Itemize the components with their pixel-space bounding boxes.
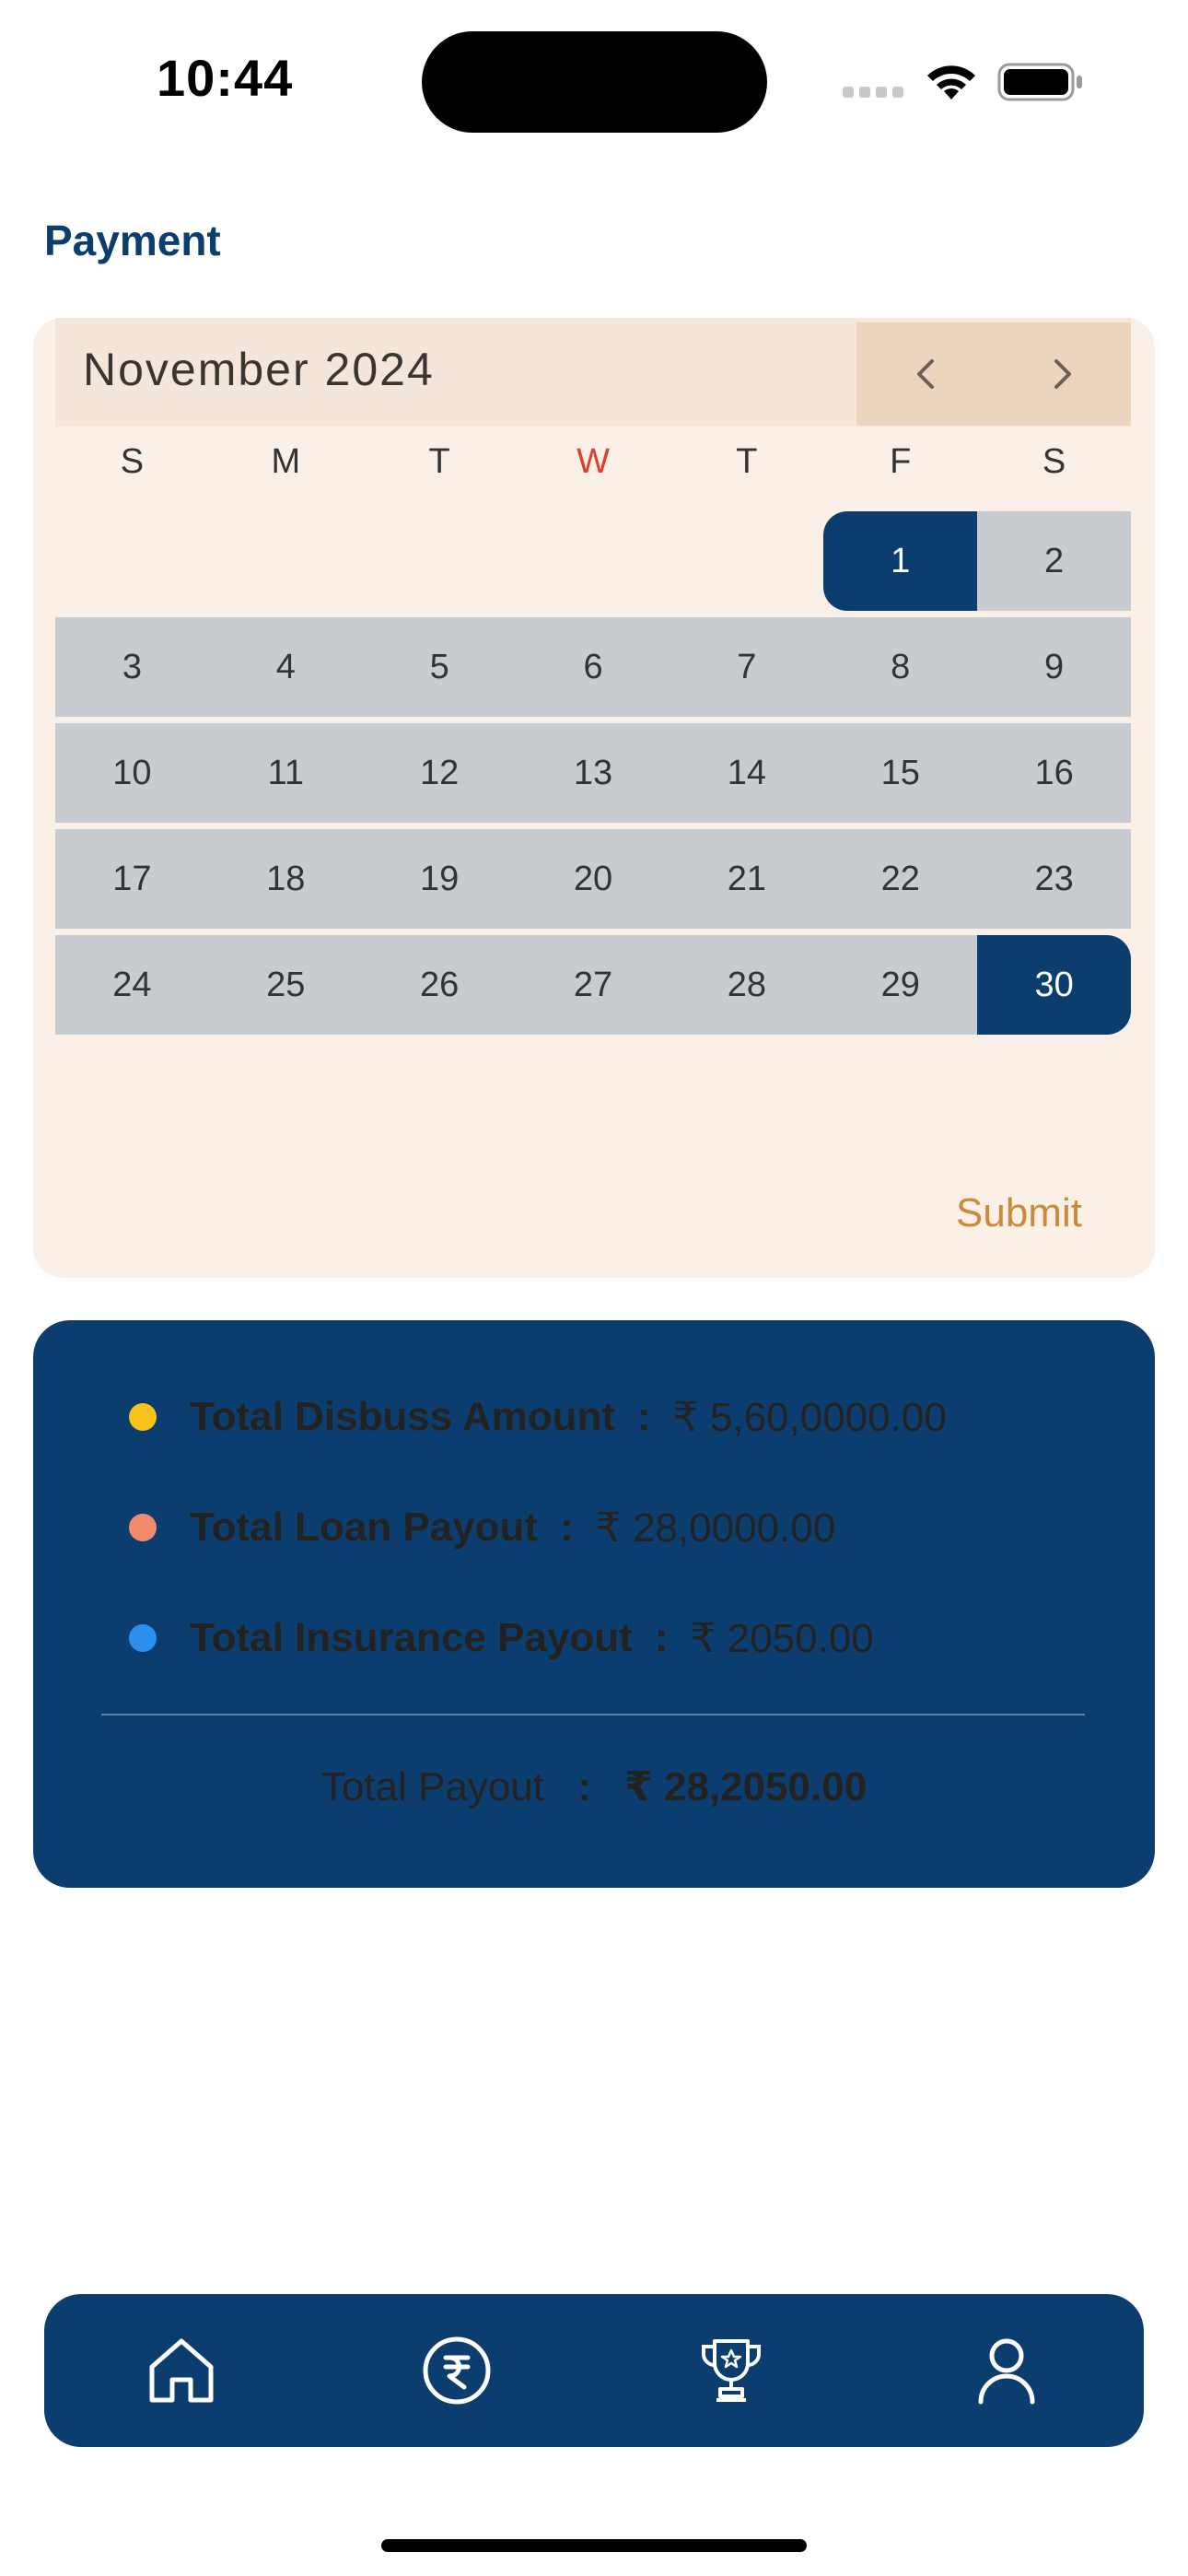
- home-icon: [143, 2332, 220, 2409]
- calendar-day[interactable]: 7: [670, 617, 823, 717]
- calendar-day[interactable]: 28: [670, 935, 823, 1035]
- total-payout-label: Total Payout: [320, 1764, 544, 1809]
- prev-month-button[interactable]: [856, 322, 994, 426]
- dynamic-island: [422, 31, 767, 133]
- weekday-label: F: [890, 442, 912, 481]
- home-indicator: [381, 2539, 807, 2552]
- cellular-signal-icon: [843, 87, 907, 98]
- calendar-day[interactable]: 13: [517, 723, 670, 823]
- weekday-header: [55, 442, 1131, 498]
- weekday-label: W: [577, 442, 610, 481]
- calendar-day[interactable]: 24: [55, 935, 209, 1035]
- summary-item-separator: :: [560, 1505, 574, 1550]
- wifi-icon: [924, 59, 979, 101]
- weekday-label: S: [1042, 442, 1066, 481]
- calendar-day[interactable]: 12: [363, 723, 517, 823]
- weekday-label: T: [428, 442, 450, 481]
- calendar-empty-cell: [670, 511, 823, 611]
- submit-button[interactable]: Submit: [956, 1190, 1082, 1235]
- next-month-button[interactable]: [994, 322, 1131, 426]
- weekday-label: S: [120, 442, 145, 481]
- nav-item-profile[interactable]: [951, 2315, 1062, 2426]
- calendar-week-row: [55, 829, 1131, 929]
- calendar-empty-cell: [517, 511, 670, 611]
- calendar-week-row: [55, 617, 1131, 717]
- nav-item-home[interactable]: [126, 2315, 237, 2426]
- summary-item-separator: :: [654, 1615, 669, 1660]
- calendar-week-row: [55, 723, 1131, 823]
- calendar-day[interactable]: 27: [517, 935, 670, 1035]
- legend-dot-icon: [129, 1624, 157, 1652]
- battery-icon: [997, 63, 1084, 101]
- total-payout-value: ₹ 28,2050.00: [624, 1764, 868, 1809]
- trophy-icon: [693, 2332, 770, 2409]
- calendar-empty-cell: [363, 511, 517, 611]
- summary-item-label: Total Loan Payout: [190, 1505, 539, 1550]
- summary-item-value: ₹ 5,60,0000.00: [672, 1394, 947, 1440]
- bottom-navigation: [44, 2294, 1144, 2447]
- calendar-day[interactable]: 30: [977, 935, 1131, 1035]
- calendar-day[interactable]: 20: [517, 829, 670, 929]
- calendar-day[interactable]: 21: [670, 829, 823, 929]
- calendar-day[interactable]: 25: [209, 935, 363, 1035]
- calendar-month-label: November 2024: [83, 344, 435, 395]
- legend-dot-icon: [129, 1514, 157, 1541]
- calendar-day[interactable]: 23: [977, 829, 1131, 929]
- calendar-week-row: [55, 511, 1131, 611]
- calendar-week-row: [55, 935, 1131, 1035]
- nav-item-payment[interactable]: [402, 2315, 512, 2426]
- total-payout-row: [33, 1763, 1155, 1810]
- weekday-label: M: [271, 442, 301, 481]
- summary-item: [129, 1500, 835, 1555]
- weekday-label: T: [736, 442, 758, 481]
- calendar-day[interactable]: 11: [209, 723, 363, 823]
- calendar-day[interactable]: 8: [823, 617, 977, 717]
- calendar-day[interactable]: 9: [977, 617, 1131, 717]
- chevron-right-icon: [1049, 356, 1077, 392]
- summary-item: [129, 1389, 947, 1445]
- calendar-day[interactable]: 4: [209, 617, 363, 717]
- calendar-day[interactable]: 29: [823, 935, 977, 1035]
- user-icon: [968, 2332, 1045, 2409]
- summary-item: [129, 1610, 874, 1666]
- summary-item-value: ₹ 28,0000.00: [595, 1505, 836, 1551]
- calendar-day[interactable]: 14: [670, 723, 823, 823]
- rupee-icon: [418, 2332, 495, 2409]
- summary-item-label: Total Insurance Payout: [190, 1615, 633, 1660]
- calendar-day[interactable]: 2: [977, 511, 1131, 611]
- calendar-day[interactable]: 17: [55, 829, 209, 929]
- page-title: Payment: [44, 217, 221, 264]
- calendar-day[interactable]: 15: [823, 723, 977, 823]
- calendar-day[interactable]: 10: [55, 723, 209, 823]
- summary-divider: [101, 1714, 1085, 1715]
- calendar-day[interactable]: 18: [209, 829, 363, 929]
- summary-item-value: ₹ 2050.00: [690, 1615, 874, 1661]
- calendar-day[interactable]: 1: [823, 511, 977, 611]
- nav-item-rewards[interactable]: [676, 2315, 786, 2426]
- calendar-day[interactable]: 22: [823, 829, 977, 929]
- total-payout-separator: :: [577, 1764, 591, 1809]
- month-navigation: [856, 322, 1131, 426]
- calendar-day[interactable]: 5: [363, 617, 517, 717]
- status-time: 10:44: [157, 49, 294, 107]
- calendar-day[interactable]: 6: [517, 617, 670, 717]
- calendar-day[interactable]: 3: [55, 617, 209, 717]
- calendar-empty-cell: [209, 511, 363, 611]
- calendar-day[interactable]: 16: [977, 723, 1131, 823]
- summary-item-label: Total Disbuss Amount: [190, 1394, 615, 1439]
- summary-item-separator: :: [637, 1394, 651, 1439]
- chevron-left-icon: [912, 356, 939, 392]
- calendar-empty-cell: [55, 511, 209, 611]
- legend-dot-icon: [129, 1403, 157, 1431]
- calendar-day[interactable]: 26: [363, 935, 517, 1035]
- calendar-day[interactable]: 19: [363, 829, 517, 929]
